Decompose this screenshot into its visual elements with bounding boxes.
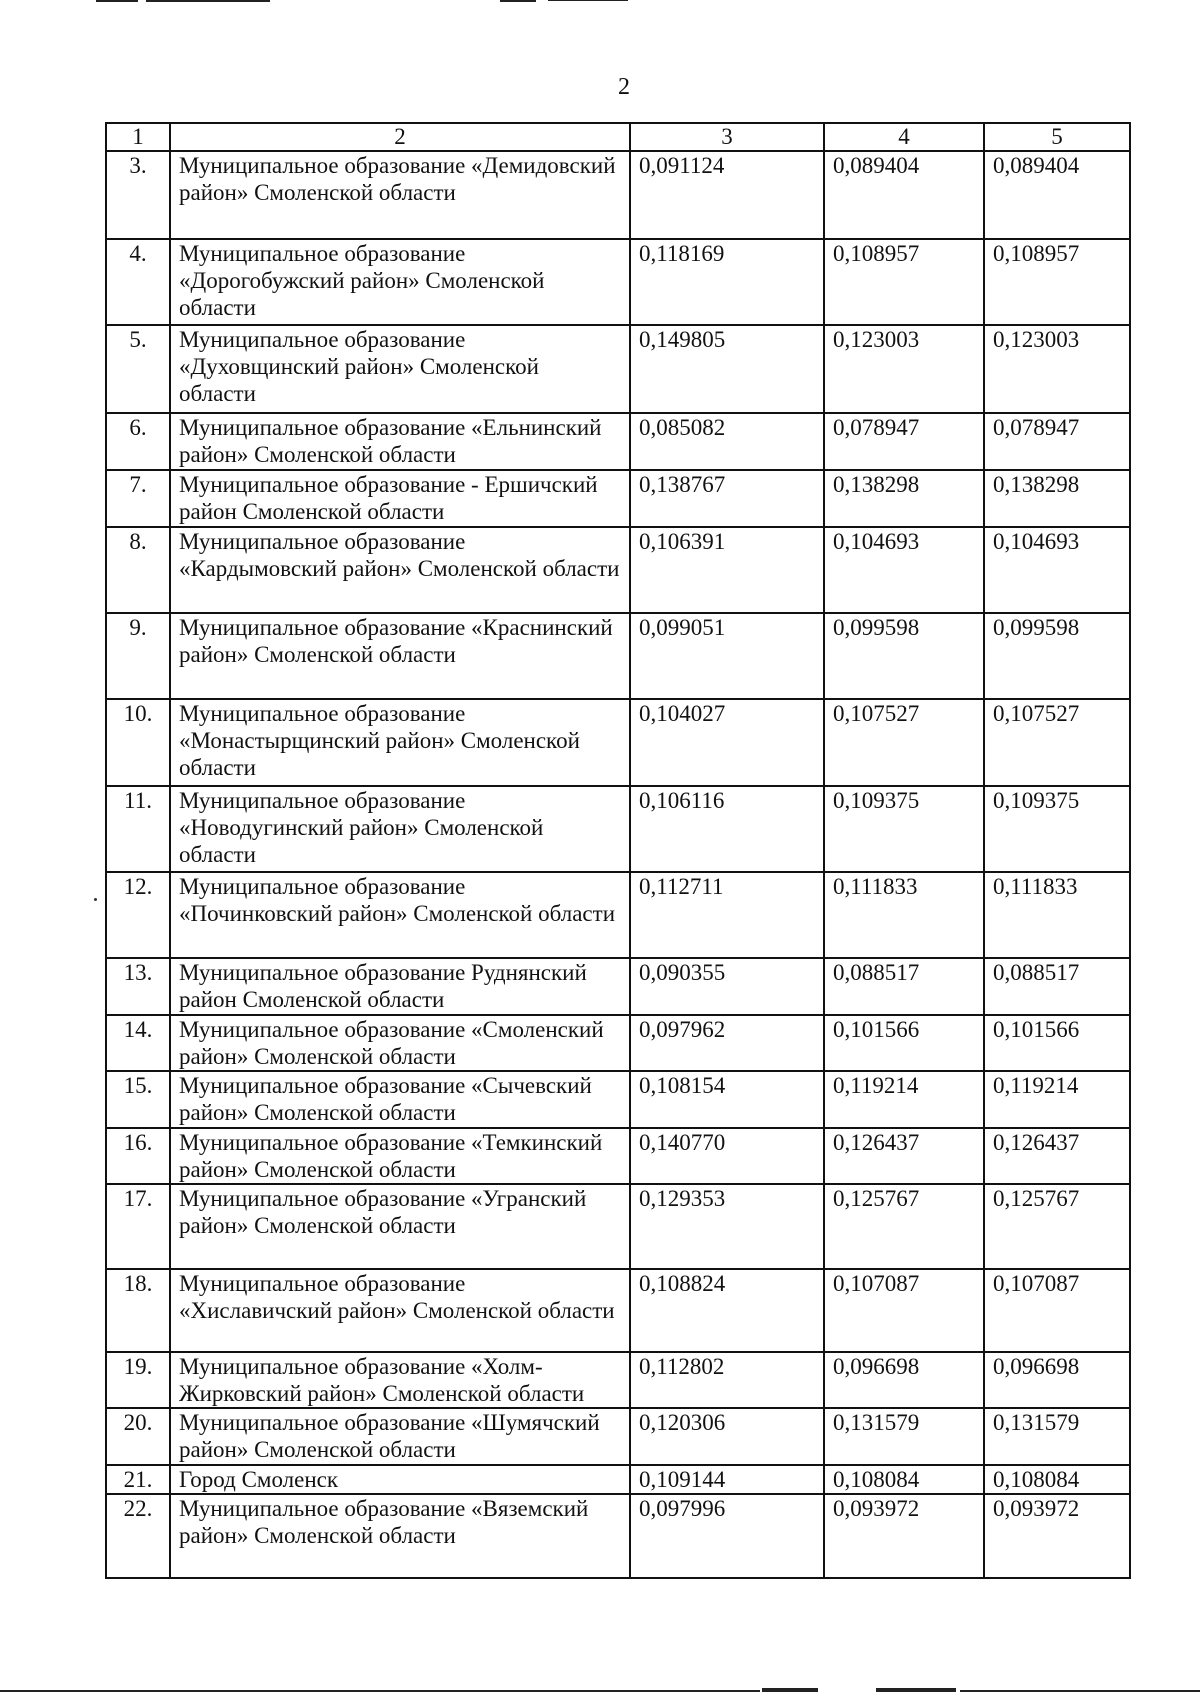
table-header-row — [106, 123, 1130, 151]
value-column-4: 0,099598 — [824, 613, 984, 699]
value-column-5: 0,078947 — [984, 413, 1130, 470]
municipality-name: Муниципальное образование «Ельнинский район» Смоленской области — [170, 413, 630, 470]
value-column-5: 0,119214 — [984, 1071, 1130, 1128]
row-number: 3. — [106, 151, 170, 239]
value-column-5: 0,138298 — [984, 470, 1130, 527]
value-column-4: 0,101566 — [824, 1015, 984, 1071]
row-number: 11. — [106, 786, 170, 872]
row-number: 16. — [106, 1128, 170, 1184]
value-column-4: 0,078947 — [824, 413, 984, 470]
municipality-name: Муниципальное образование «Угранский район» Смоленской области — [170, 1184, 630, 1269]
value-column-3: 0,106391 — [630, 527, 824, 613]
value-column-4: 0,123003 — [824, 325, 984, 413]
value-column-4: 0,107527 — [824, 699, 984, 786]
table-row — [106, 470, 1130, 527]
scan-speck — [94, 898, 97, 901]
scan-edge-top-1 — [96, 0, 138, 2]
value-column-4: 0,131579 — [824, 1408, 984, 1465]
row-number: 19. — [106, 1352, 170, 1408]
municipality-name: Муниципальное образование «Шумячский район» Смоленской области — [170, 1408, 630, 1465]
table-body — [106, 151, 1130, 1578]
value-column-5: 0,104693 — [984, 527, 1130, 613]
table-row — [106, 786, 1130, 872]
municipality-name: Муниципальное образование «Краснинский район» Смоленской области — [170, 613, 630, 699]
table-row — [106, 1269, 1130, 1352]
row-number: 4. — [106, 239, 170, 325]
table-row — [106, 699, 1130, 786]
value-column-3: 0,120306 — [630, 1408, 824, 1465]
value-column-5: 0,108084 — [984, 1465, 1130, 1494]
row-number: 13. — [106, 958, 170, 1015]
value-column-4: 0,138298 — [824, 470, 984, 527]
value-column-4: 0,119214 — [824, 1071, 984, 1128]
value-column-3: 0,108824 — [630, 1269, 824, 1352]
municipality-name: Муниципальное образование «Вяземский район» Смоленской области — [170, 1494, 630, 1578]
scan-edge-bottom-2 — [762, 1688, 818, 1692]
value-column-3: 0,129353 — [630, 1184, 824, 1269]
value-column-5: 0,125767 — [984, 1184, 1130, 1269]
value-column-3: 0,149805 — [630, 325, 824, 413]
value-column-4: 0,093972 — [824, 1494, 984, 1578]
value-column-5: 0,107087 — [984, 1269, 1130, 1352]
row-number: 8. — [106, 527, 170, 613]
row-number: 18. — [106, 1269, 170, 1352]
row-number: 12. — [106, 872, 170, 958]
municipality-name: Муниципальное образование «Духовщинский район» Смоленской области — [170, 325, 630, 413]
value-column-4: 0,109375 — [824, 786, 984, 872]
scan-edge-top-4 — [548, 0, 628, 1]
value-column-5: 0,109375 — [984, 786, 1130, 872]
row-number: 14. — [106, 1015, 170, 1071]
scan-edge-bottom-3 — [876, 1688, 956, 1692]
value-column-4: 0,096698 — [824, 1352, 984, 1408]
value-column-4: 0,104693 — [824, 527, 984, 613]
value-column-4: 0,108957 — [824, 239, 984, 325]
table-row — [106, 613, 1130, 699]
row-number: 22. — [106, 1494, 170, 1578]
value-column-5: 0,123003 — [984, 325, 1130, 413]
value-column-5: 0,108957 — [984, 239, 1130, 325]
page-number: 2 — [618, 74, 630, 100]
table-row — [106, 872, 1130, 958]
municipality-name: Муниципальное образование Руднянский район Смоленской области — [170, 958, 630, 1015]
table-row — [106, 325, 1130, 413]
table-row — [106, 1352, 1130, 1408]
value-column-3: 0,097962 — [630, 1015, 824, 1071]
table-row — [106, 1494, 1130, 1578]
municipality-name: Муниципальное образование «Починковский район» Смоленской области — [170, 872, 630, 958]
scan-edge-top-3 — [500, 0, 536, 2]
municipality-name: Муниципальное образование «Хиславичский район» Смоленской области — [170, 1269, 630, 1352]
value-column-5: 0,099598 — [984, 613, 1130, 699]
row-number: 20. — [106, 1408, 170, 1465]
value-column-5: 0,089404 — [984, 151, 1130, 239]
municipality-name: Муниципальное образование «Демидовский район» Смоленской области — [170, 151, 630, 239]
coefficients-table — [105, 122, 1131, 1579]
value-column-3: 0,099051 — [630, 613, 824, 699]
value-column-4: 0,088517 — [824, 958, 984, 1015]
row-number: 15. — [106, 1071, 170, 1128]
row-number: 5. — [106, 325, 170, 413]
value-column-4: 0,125767 — [824, 1184, 984, 1269]
table-row — [106, 1465, 1130, 1494]
value-column-3: 0,138767 — [630, 470, 824, 527]
value-column-5: 0,093972 — [984, 1494, 1130, 1578]
scan-edge-top-2 — [146, 0, 270, 2]
table-row — [106, 151, 1130, 239]
value-column-3: 0,090355 — [630, 958, 824, 1015]
column-header: 5 — [984, 123, 1130, 151]
column-header: 2 — [170, 123, 630, 151]
value-column-3: 0,104027 — [630, 699, 824, 786]
value-column-3: 0,091124 — [630, 151, 824, 239]
value-column-5: 0,126437 — [984, 1128, 1130, 1184]
municipality-name: Муниципальное образование «Новодугинский район» Смоленской области — [170, 786, 630, 872]
value-column-5: 0,107527 — [984, 699, 1130, 786]
table-row — [106, 239, 1130, 325]
table-row — [106, 527, 1130, 613]
municipality-name: Муниципальное образование «Темкинский район» Смоленской области — [170, 1128, 630, 1184]
scan-edge-bottom-4 — [960, 1690, 1200, 1692]
value-column-5: 0,088517 — [984, 958, 1130, 1015]
value-column-3: 0,106116 — [630, 786, 824, 872]
table-row — [106, 413, 1130, 470]
value-column-5: 0,101566 — [984, 1015, 1130, 1071]
row-number: 17. — [106, 1184, 170, 1269]
row-number: 6. — [106, 413, 170, 470]
column-header: 3 — [630, 123, 824, 151]
municipality-name: Муниципальное образование «Кардымовский район» Смоленской области — [170, 527, 630, 613]
municipality-name: Муниципальное образование «Монастырщинский район» Смоленской области — [170, 699, 630, 786]
table-row — [106, 1128, 1130, 1184]
value-column-5: 0,111833 — [984, 872, 1130, 958]
value-column-3: 0,112711 — [630, 872, 824, 958]
row-number: 9. — [106, 613, 170, 699]
scan-edge-bottom-1 — [0, 1690, 760, 1692]
municipality-name: Город Смоленск — [170, 1465, 630, 1494]
table-row — [106, 1015, 1130, 1071]
value-column-3: 0,112802 — [630, 1352, 824, 1408]
value-column-3: 0,109144 — [630, 1465, 824, 1494]
value-column-3: 0,097996 — [630, 1494, 824, 1578]
table-row — [106, 1071, 1130, 1128]
value-column-3: 0,118169 — [630, 239, 824, 325]
municipality-name: Муниципальное образование «Смоленский район» Смоленской области — [170, 1015, 630, 1071]
value-column-4: 0,108084 — [824, 1465, 984, 1494]
municipality-name: Муниципальное образование «Холм-Жирковский район» Смоленской области — [170, 1352, 630, 1408]
municipality-name: Муниципальное образование «Сычевский район» Смоленской области — [170, 1071, 630, 1128]
row-number: 7. — [106, 470, 170, 527]
municipality-name: Муниципальное образование - Ершичский район Смоленской области — [170, 470, 630, 527]
row-number: 21. — [106, 1465, 170, 1494]
value-column-4: 0,111833 — [824, 872, 984, 958]
table-row — [106, 1184, 1130, 1269]
value-column-4: 0,089404 — [824, 151, 984, 239]
table-row — [106, 958, 1130, 1015]
row-number: 10. — [106, 699, 170, 786]
value-column-5: 0,096698 — [984, 1352, 1130, 1408]
value-column-5: 0,131579 — [984, 1408, 1130, 1465]
value-column-4: 0,107087 — [824, 1269, 984, 1352]
table-row — [106, 1408, 1130, 1465]
column-header: 1 — [106, 123, 170, 151]
value-column-3: 0,108154 — [630, 1071, 824, 1128]
value-column-3: 0,085082 — [630, 413, 824, 470]
value-column-3: 0,140770 — [630, 1128, 824, 1184]
column-header: 4 — [824, 123, 984, 151]
value-column-4: 0,126437 — [824, 1128, 984, 1184]
municipality-name: Муниципальное образование «Дорогобужский район» Смоленской области — [170, 239, 630, 325]
